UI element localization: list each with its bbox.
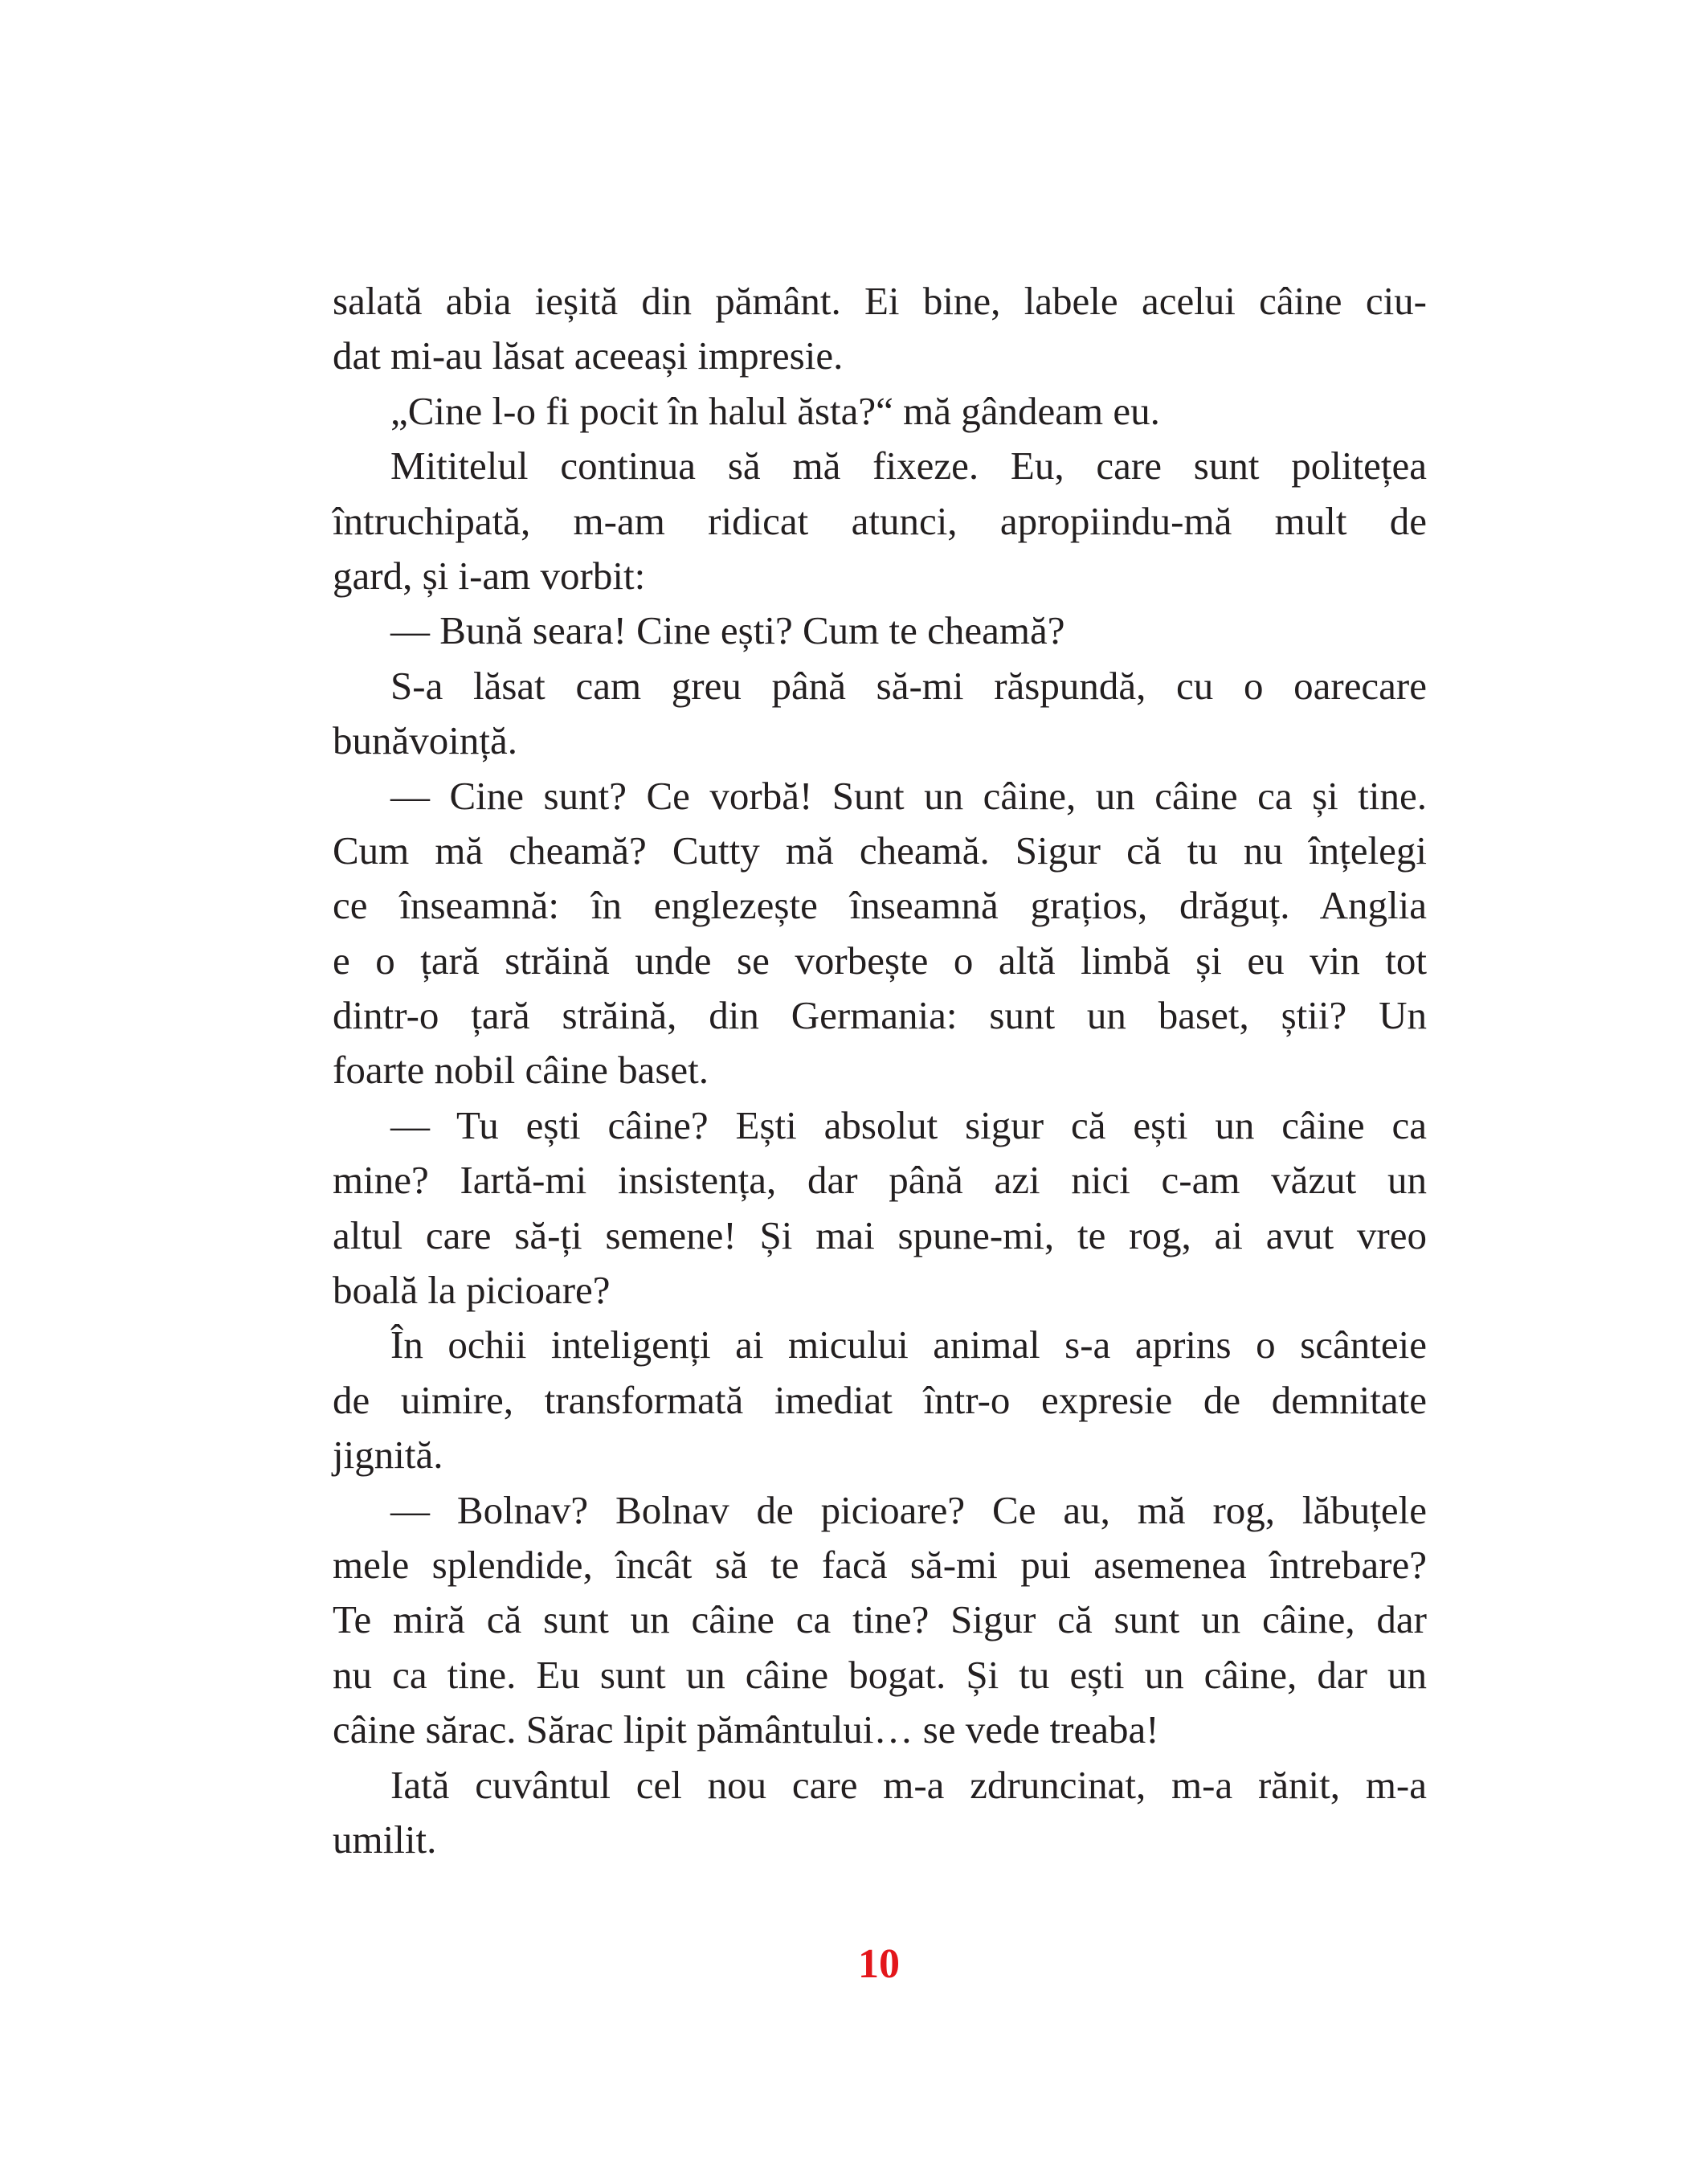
text-line: întruchipată, m-am ridicat atunci, apropiindu-mă mult de bbox=[333, 498, 1427, 543]
text-line: nu ca tine. Eu sunt un câine bogat. Și tu ești un câine, dar un bbox=[333, 1652, 1427, 1697]
text-line: mine? Iartă-mi insistența, dar până azi nici c-am văzut un bbox=[333, 1158, 1427, 1203]
text-line: dat mi-au lăsat aceeași impresie. bbox=[333, 333, 844, 378]
text-line: „Cine l-o fi pocit în halul ăsta?“ mă gândeam eu. bbox=[390, 388, 1160, 433]
text-line: e o țară străină unde se vorbește o altă limbă și eu vin tot bbox=[333, 938, 1427, 983]
text-line: mele splendide, încât să te facă să-mi pui asemenea întrebare? bbox=[333, 1542, 1427, 1587]
text-line: câine sărac. Sărac lipit pământului… se vede treaba! bbox=[333, 1707, 1159, 1752]
text-line: — Bolnav? Bolnav de picioare? Ce au, mă rog, lăbuțele bbox=[390, 1487, 1427, 1532]
text-line: salată abia ieșită din pământ. Ei bine, labele acelui câine ciu- bbox=[333, 279, 1427, 323]
text-line: — Cine sunt? Ce vorbă! Sunt un câine, un câine ca și tine. bbox=[390, 773, 1427, 818]
text-line: de uimire, transformată imediat într-o expresie de demnitate bbox=[333, 1377, 1427, 1422]
text-line: dintr-o țară străină, din Germania: sunt un baset, știi? Un bbox=[333, 993, 1427, 1038]
text-line: Te miră că sunt un câine ca tine? Sigur că sunt un câine, dar bbox=[333, 1597, 1427, 1642]
text-line: bunăvoință. bbox=[333, 718, 517, 763]
page-body-text bbox=[333, 274, 1427, 1867]
text-line: Cum mă cheamă? Cutty mă cheamă. Sigur că tu nu înțelegi bbox=[333, 828, 1427, 873]
text-line: foarte nobil câine baset. bbox=[333, 1048, 709, 1093]
text-line: jignită. bbox=[333, 1433, 443, 1478]
text-line: S-a lăsat cam greu până să-mi răspundă, cu o oarecare bbox=[390, 663, 1427, 708]
text-line: — Tu ești câine? Ești absolut sigur că ești un câine ca bbox=[390, 1102, 1427, 1147]
text-line: boală la picioare? bbox=[333, 1268, 611, 1313]
text-line: În ochii inteligenți ai micului animal s-a aprins o scânteie bbox=[390, 1322, 1427, 1367]
text-line: Mititelul continua să mă fixeze. Eu, care sunt politețea bbox=[390, 444, 1427, 489]
text-line: — Bună seara! Cine ești? Cum te cheamă? bbox=[390, 608, 1065, 653]
text-line: gard, și i-am vorbit: bbox=[333, 553, 646, 598]
text-line: altul care să-ți semene! Și mai spune-mi, te rog, ai avut vreo bbox=[333, 1212, 1427, 1257]
text-line: ce înseamnă: în englezește înseamnă grațios, drăguț. Anglia bbox=[333, 883, 1427, 928]
text-line: Iată cuvântul cel nou care m-a zdruncinat, m-a rănit, m-a bbox=[390, 1762, 1427, 1807]
page-number: 10 bbox=[858, 1941, 900, 1987]
text-line: umilit. bbox=[333, 1817, 437, 1862]
